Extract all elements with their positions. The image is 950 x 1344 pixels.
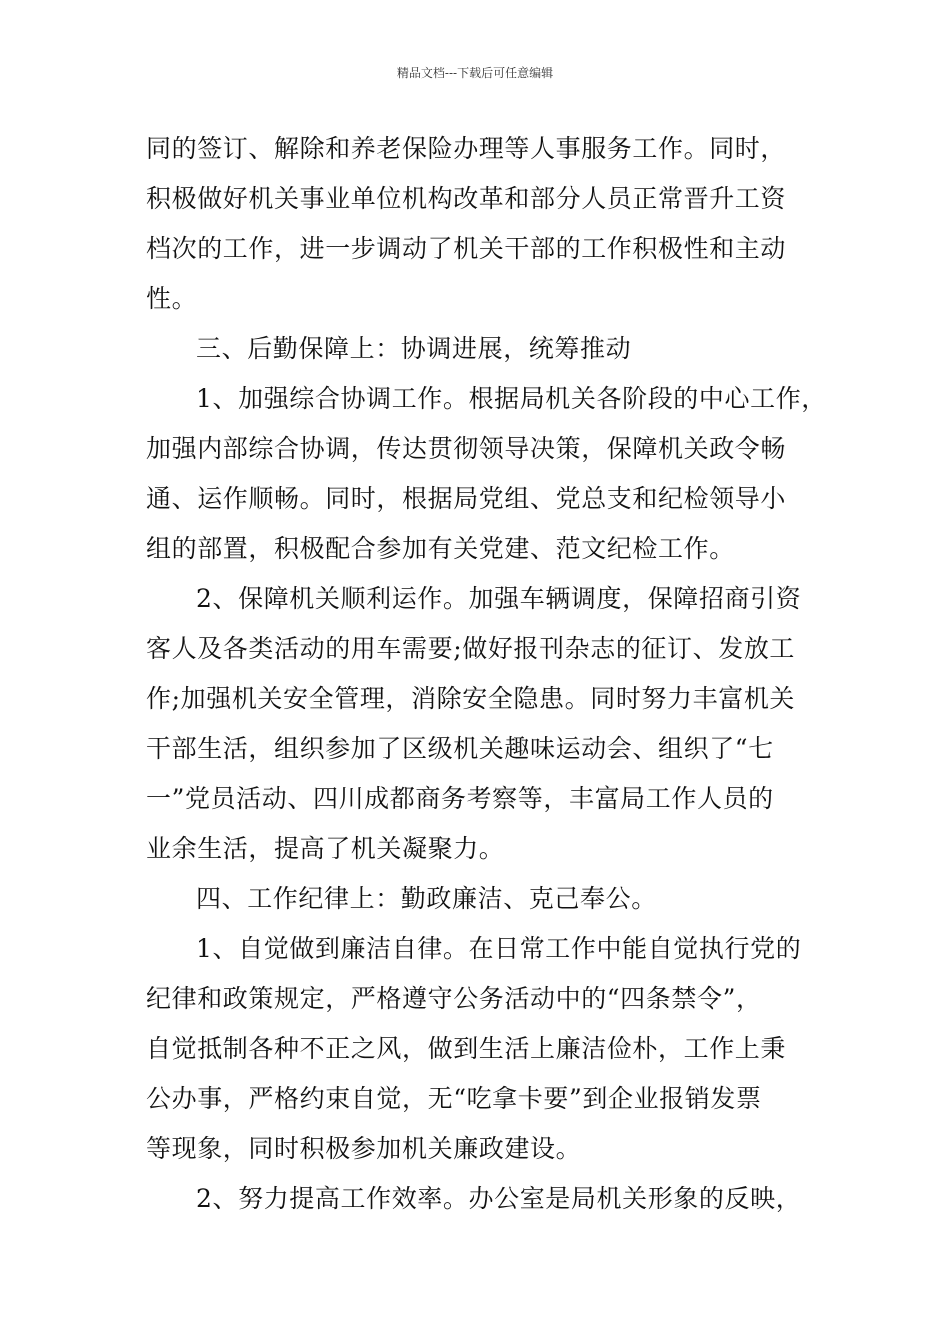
text-line: 档次的工作，进一步调动了机关干部的工作积极性和主动 bbox=[146, 234, 787, 263]
text-line: 1、加强综合协调工作。根据局机关各阶段的中心工作， bbox=[196, 384, 827, 413]
text-line: 积极做好机关事业单位机构改革和部分人员正常晋升工资 bbox=[146, 184, 787, 213]
section-heading: 四、工作纪律上：勤政廉洁、克己奉公。 bbox=[196, 884, 657, 913]
text-line: 2、保障机关顺利运作。加强车辆调度，保障招商引资 bbox=[196, 584, 802, 613]
text-line: 干部生活，组织参加了区级机关趣味运动会、组织了“七 bbox=[146, 734, 774, 763]
document-body bbox=[146, 124, 827, 1224]
text-line: 等现象，同时积极参加机关廉政建设。 bbox=[146, 1134, 582, 1163]
text-line: 加强内部综合协调，传达贯彻领导决策，保障机关政令畅 bbox=[146, 434, 787, 463]
text-line: 2、努力提高工作效率。办公室是局机关形象的反映， bbox=[196, 1184, 802, 1213]
text-line: 自觉抵制各种不正之风，做到生活上廉洁俭朴，工作上秉 bbox=[146, 1034, 787, 1063]
text-line: 一”党员活动、四川成都商务考察等，丰富局工作人员的 bbox=[146, 784, 774, 813]
text-line: 1、自觉做到廉洁自律。在日常工作中能自觉执行党的 bbox=[196, 934, 802, 963]
text-line: 客人及各类活动的用车需要;做好报刊杂志的征订、发放工 bbox=[146, 634, 796, 663]
text-line: 纪律和政策规定，严格遵守公务活动中的“四条禁令”， bbox=[146, 984, 762, 1013]
text-line: 通、运作顺畅。同时，根据局党组、党总支和纪检领导小 bbox=[146, 484, 787, 513]
text-line: 作;加强机关安全管理，消除安全隐患。同时努力丰富机关 bbox=[146, 684, 796, 713]
page-header: 精品文档---下载后可任意编辑 bbox=[396, 66, 554, 80]
text-line: 性。 bbox=[146, 284, 198, 313]
text-line: 组的部置，积极配合参加有关党建、范文纪检工作。 bbox=[146, 534, 735, 563]
text-line: 业余生活，提高了机关凝聚力。 bbox=[146, 834, 505, 863]
text-line: 同的签订、解除和养老保险办理等人事服务工作。同时， bbox=[146, 134, 787, 163]
section-heading: 三、后勤保障上：协调进展，统筹推动 bbox=[196, 334, 632, 363]
text-line: 公办事，严格约束自觉，无“吃拿卡要”到企业报销发票 bbox=[146, 1084, 762, 1113]
